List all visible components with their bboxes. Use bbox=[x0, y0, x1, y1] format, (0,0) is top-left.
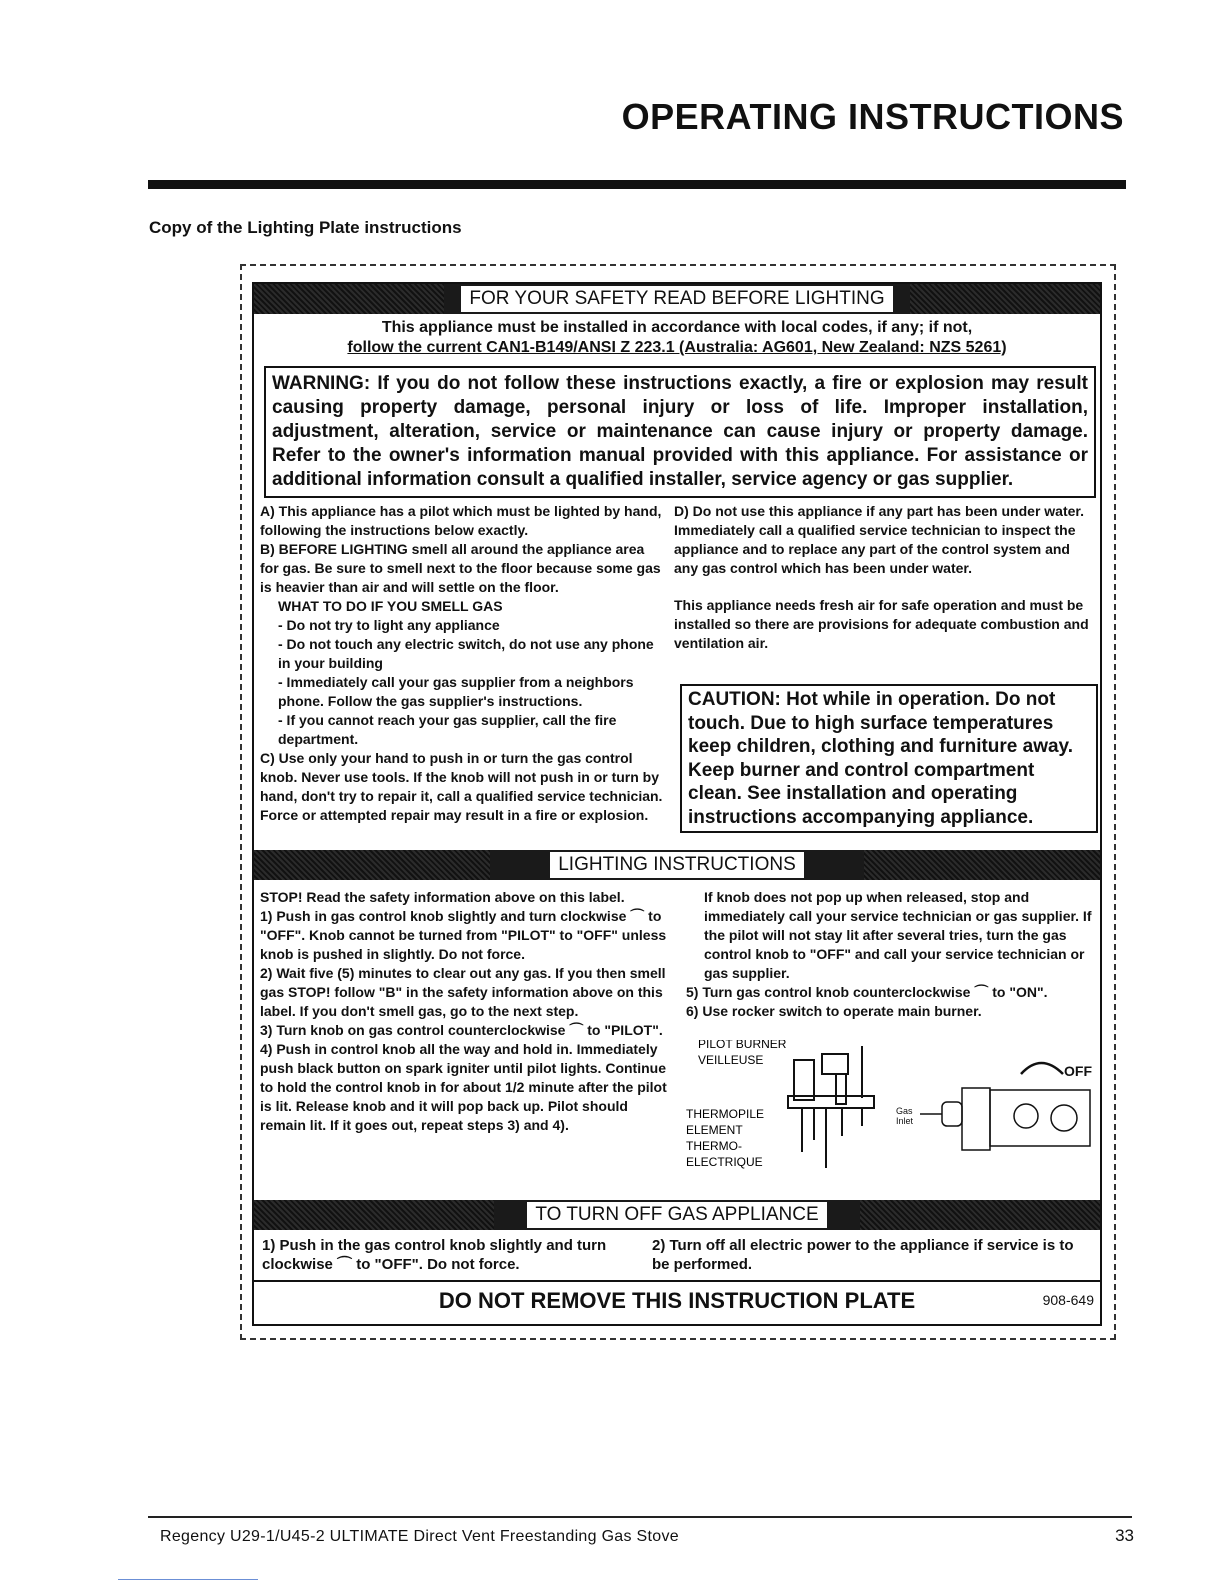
smell-step-4: - If you cannot reach your gas supplier, call the fire department. bbox=[278, 712, 617, 747]
electrique-label: ELECTRIQUE bbox=[686, 1155, 763, 1169]
turnoff-step-2: 2) Turn off all electric power to the appliance if service is to be performed. bbox=[652, 1237, 1074, 1273]
gas-inlet-label-2: Inlet bbox=[896, 1116, 914, 1126]
item-b: B) BEFORE LIGHTING smell all around the appliance area for gas. Be sure to smell next to the floor because some gas is heavier than air and will settle on the floor. bbox=[260, 541, 661, 595]
thermopile-label: THERMOPILE bbox=[686, 1107, 765, 1121]
lighting-step-2: 2) Wait five (5) minutes to clear out any gas. If you then smell gas STOP! follow "B" in the safety information above on this label. If you don't smell gas, go to the next step. bbox=[260, 965, 666, 1019]
smell-step-3: - Immediately call your gas supplier from a neighbors phone. Follow the gas supplier's instructions. bbox=[278, 674, 634, 709]
smell-step-2: - Do not touch any electric switch, do not use any phone in your building bbox=[278, 636, 654, 671]
turnoff-banner bbox=[254, 1200, 1100, 1230]
lighting-banner-text: LIGHTING INSTRUCTIONS bbox=[550, 852, 804, 878]
lighting-step-5: 5) Turn gas control knob counterclockwise ⌒ to "ON". bbox=[686, 984, 1048, 1000]
lighting-step-6: 6) Use rocker switch to operate main burner. bbox=[686, 1003, 982, 1019]
do-not-remove: DO NOT REMOVE THIS INSTRUCTION PLATE bbox=[438, 1288, 916, 1313]
lighting-step-3: 3) Turn knob on gas control counterclockwise ⌒ to "PILOT". bbox=[260, 1022, 663, 1038]
gas-valve-diagram bbox=[686, 1040, 1096, 1190]
thermo-label: THERMO- bbox=[686, 1139, 742, 1153]
banner-stipple bbox=[254, 284, 444, 314]
stop-line: STOP! Read the safety information above on this label. bbox=[260, 889, 625, 905]
banner-stipple bbox=[910, 284, 1100, 314]
gas-inlet-label: Gas bbox=[896, 1106, 913, 1116]
banner-stipple bbox=[860, 1200, 1100, 1230]
plate-bottom-strip bbox=[254, 1280, 1100, 1322]
off-label: OFF bbox=[1064, 1063, 1092, 1079]
fresh-air-note: This appliance needs fresh air for safe operation and must be installed so there are provisions for adequate combustion and ventilation air. bbox=[674, 597, 1089, 651]
knob-note: If knob does not pop up when released, stop and immediately call your service technician or gas supplier. If the pilot will not stay lit after several tries, turn the gas control knob to "OFF" and call your service technician or gas supplier. bbox=[704, 889, 1092, 981]
lighting-column-right bbox=[686, 888, 1096, 1021]
item-d: D) Do not use this appliance if any part has been under water. Immediately call a qualified service technician to inspect the appliance and to replace any part of the control system and any gas control which has been under water. bbox=[674, 503, 1084, 576]
smell-step-1: - Do not try to light any appliance bbox=[278, 617, 500, 633]
safety-banner-text: FOR YOUR SAFETY READ BEFORE LIGHTING bbox=[461, 286, 892, 312]
lighting-column-left bbox=[260, 888, 672, 1135]
lighting-step-1: 1) Push in gas control knob slightly and turn clockwise ⌒ to "OFF". Knob cannot be turned from "PILOT" to "OFF" unless knob is pushed in slightly. Do not force. bbox=[260, 908, 667, 962]
gas-control-valve bbox=[896, 1063, 1092, 1150]
install-line-1: This appliance must be installed in accordance with local codes, if any; if not, bbox=[381, 319, 973, 336]
caution-box: CAUTION: Hot while in operation. Do not touch. Due to high surface temperatures keep children, clothing and furniture away. Keep burner and control compartment clean. See installation and operating instructions accompanying appliance. bbox=[680, 684, 1098, 833]
plate-number: 908-649 bbox=[1042, 1292, 1094, 1308]
scan-artifact-line bbox=[118, 1579, 258, 1580]
safety-column-right bbox=[674, 502, 1094, 653]
veilleuse-label: VEILLEUSE bbox=[698, 1053, 764, 1067]
item-a: A) This appliance has a pilot which must be lighted by hand, following the instructions below exactly. bbox=[260, 503, 662, 538]
element-label: ELEMENT bbox=[686, 1123, 743, 1137]
section-subtitle: Copy of the Lighting Plate instructions bbox=[149, 218, 462, 237]
item-c: C) Use only your hand to push in or turn the gas control knob. Never use tools. If the knob will not push in or turn by hand, don't try to repair it, call a qualified service technician. Force or attempted repair may result in a fire or explosion. bbox=[260, 750, 663, 823]
banner-stipple bbox=[864, 850, 1100, 880]
footer-rule bbox=[148, 1516, 1132, 1518]
lighting-banner bbox=[254, 850, 1100, 880]
warning-box: WARNING: If you do not follow these instructions exactly, a fire or explosion may result causing property damage, personal injury or loss of life. Improper installation, adjustment, alteration, service or maintenance can cause injury or property damage. Refer to the owner's information manual provided with this appliance. For assistance or additional information consult a qualified installer, service agency or gas supplier. bbox=[264, 366, 1096, 498]
page-number: 33 bbox=[1115, 1526, 1134, 1545]
install-line-2: follow the current CAN1-B149/ANSI Z 223.1 (Australia: AG601, New Zealand: NZS 5261) bbox=[347, 339, 1007, 356]
install-codes bbox=[254, 318, 1100, 358]
banner-stipple bbox=[254, 850, 490, 880]
smell-heading: WHAT TO DO IF YOU SMELL GAS bbox=[278, 598, 503, 614]
safety-column-left bbox=[260, 502, 664, 825]
footer-product: Regency U29-1/U45-2 ULTIMATE Direct Vent Freestanding Gas Stove bbox=[160, 1528, 679, 1545]
pilot-burner-label: PILOT BURNER bbox=[698, 1040, 787, 1051]
turnoff-banner-text: TO TURN OFF GAS APPLIANCE bbox=[527, 1202, 826, 1228]
header-rule bbox=[148, 180, 1126, 189]
pilot-assembly bbox=[788, 1046, 874, 1168]
safety-banner bbox=[254, 284, 1100, 314]
lighting-plate bbox=[252, 282, 1102, 1326]
banner-stipple bbox=[254, 1200, 494, 1230]
page-title: OPERATING INSTRUCTIONS bbox=[621, 96, 1124, 137]
turnoff-step-1: 1) Push in the gas control knob slightly and turn clockwise ⌒ to "OFF". Do not force. bbox=[262, 1237, 607, 1273]
lighting-step-4: 4) Push in control knob all the way and hold in. Immediately push black button on spark igniter until pilot lights. Continue to hold the control knob in for about 1/2 minute after the pilot is lit. Release knob and it will pop back up. Pilot should remain lit. If it goes out, repeat steps 3) and 4). bbox=[260, 1041, 667, 1133]
